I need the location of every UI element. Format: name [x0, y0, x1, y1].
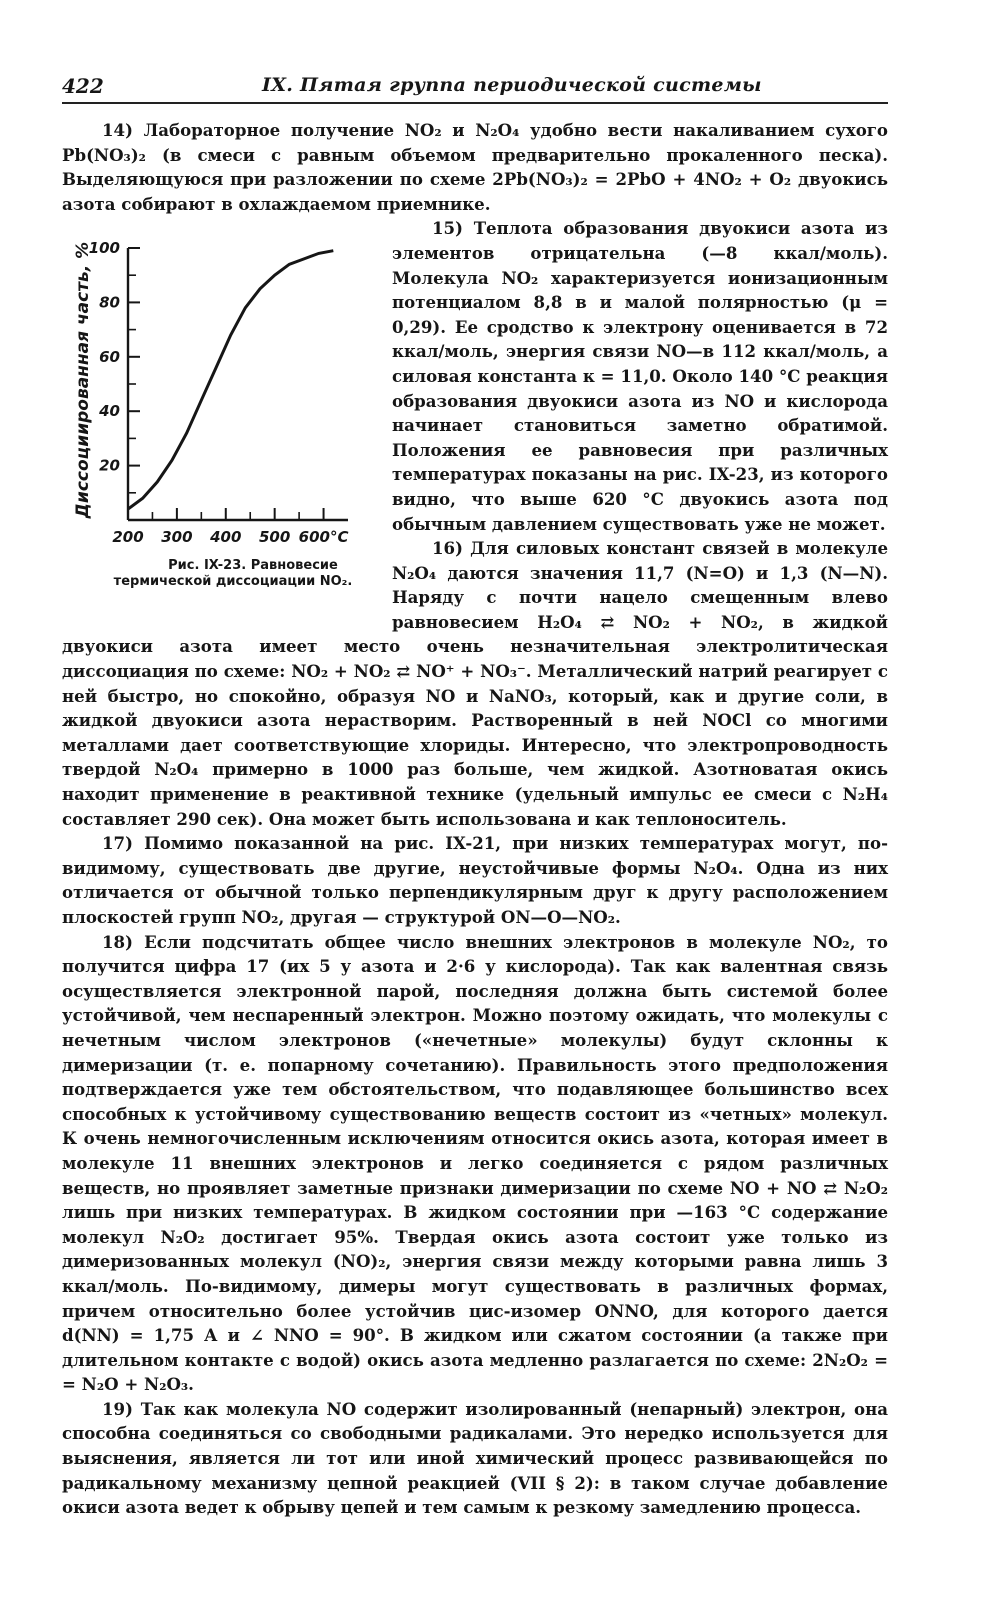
running-title: IX. Пятая группа периодической системы	[262, 74, 762, 96]
figure-caption: Рис. IX-23. Равновесие термической диссоциации NO₂.	[113, 558, 353, 590]
figure-ix-23	[58, 240, 378, 618]
x-tick-label: 600°С	[298, 528, 349, 547]
paragraph-19: 19) Так как молекула NO содержит изолированный (непарный) электрон, она способна соединяться со свободными радикалами. Это нередко используется для выяснения, является ли тот или иной химический процесс развивающейся по радикальному механизму цепной реакцией (VII § 2): в таком случае добавление окиси азота ведет к обрыву цепей и тем самым к резкому замедлению процесса.	[62, 1398, 888, 1518]
y-tick-label: 20	[99, 456, 120, 475]
dissociation-curve	[128, 251, 333, 509]
paragraph-14: 14) Лабораторное получение NO₂ и N₂O₄ удобно вести накаливанием сухого Pb(NO₃)₂ (в смеси с равным объемом предварительно прокаленного песка). Выделяющуюся при разложении по схеме 2Pb(NO₃)₂ = 2PbO + 4NO₂ + O₂ двуокись азота собирают в охлаждаемом приемнике.	[62, 120, 888, 214]
dissociation-chart	[58, 240, 378, 558]
y-tick-label: 80	[99, 293, 120, 312]
y-tick-label: 60	[99, 348, 120, 367]
x-tick-label: 500	[259, 528, 291, 547]
page-number: 422	[62, 74, 104, 98]
paragraph-15	[62, 216, 888, 590]
x-tick-label: 200	[112, 528, 144, 547]
paragraph-15-text: 15) Теплота образования двуокиси азота из элементов отрицательна (—8 ккал/моль). Молекула NO₂ характеризуется ионизационным потенциалом 8,8 в и малой полярностью (μ = 0,29). Ее сродство к электрону оценивается в 72 ккал/моль, энергия связи NO—в 112 ккал/моль, а силовая константа к = 11,0. Около 140 °С реакция образования двуокиси азота из NO и кислорода начинает становиться заметно обратимой. Положения ее равновесия при различных температурах показаны на рис. IX-23, из которого видно, что выше 620 °С двуокись азота под обычным давлением существовать уже не может.	[392, 218, 888, 534]
paragraph-16: 16) Для силовых констант связей в молекуле N₂O₄ даются значения 11,7 (N=O) и 1,3 (N—N). Наряду с почти нацело смещенным влево равновесием H₂O₄ ⇄ NO₂ + NO₂, в жидкой двуокиси азота имеет место очень незначительная электролитическая диссоциация по схеме: NO₂ + NO₂ ⇄ NO⁺ + NO₃⁻. Металлический натрий реагирует с ней быстро, но спокойно, образуя NO и NaNO₃, который, как и другие соли, в жидкой двуокиси азота нерастворим. Растворенный в ней NOCl со многими металлами дает соответствующие хлориды. Интересно, что электропроводность твердой N₂O₄ примерно в 1000 раз больше, чем жидкой. Азотноватая окись находит применение в реактивной технике (удельный импульс ее смеси с N₂H₄ составляет 290 сек). Она может быть использована и как теплоноситель.	[62, 538, 888, 829]
y-tick-label: 40	[99, 402, 120, 421]
paragraph-18: 18) Если подсчитать общее число внешних электронов в молекуле NO₂, то получится цифра 17 (их 5 у азота и 2·6 у кислорода). Так как валентная связь осуществляется электронной парой, последняя должна быть системой более устойчивой, чем неспаренный электрон. Можно поэтому ожидать, что молекулы с нечетным числом электронов («нечетные» молекулы) будут склонны к димеризации (т. е. попарному сочетанию). Правильность этого предположения подтверждается уже тем обстоятельством, что подавляющее большинство всех способных к устойчивому существованию веществ состоит из «четных» молекул. К очень немногочисленным исключениям относится окись азота, которая имеет в молекуле 11 внешних электронов и легко соединяется с рядом различных веществ, но проявляет заметные признаки димеризации по схеме NO + NO ⇄ N₂O₂ лишь при низких температурах. В жидком состоянии при —163 °С содержание молекул N₂O₂ достигает 95%. Твердая окись азота состоит уже только из димеризованных молекул (NO)₂, энергия связи между которыми равна лишь 3 ккал/моль. По-видимому, димеры могут существовать в различных формах, причем относительно более устойчив цис-изомер ONNO, для которого дается d(NN) = 1,75 А и ∠ NNO = 90°. В жидком или сжатом состоянии (а также при длительном контакте с водой) окись азота медленно разлагается по схеме: 2N₂O₂ = = N₂O + N₂O₃.	[62, 931, 888, 1395]
y-axis-title: Диссоциированная часть, %	[73, 242, 93, 519]
x-tick-label: 400	[210, 528, 242, 547]
y-tick-label: 100	[88, 240, 120, 258]
paragraph-17: 17) Помимо показанной на рис. IX-21, при низких температурах могут, по-видимому, существовать две другие, неустойчивые формы N₂O₄. Одна из них отличается от обычной только перпендикулярным друг к другу расположением плоскостей групп NO₂, другая — структурой ON—O—NO₂.	[62, 833, 888, 927]
page-header	[62, 70, 888, 104]
x-tick-label: 300	[161, 528, 193, 547]
page-body	[62, 118, 888, 1520]
